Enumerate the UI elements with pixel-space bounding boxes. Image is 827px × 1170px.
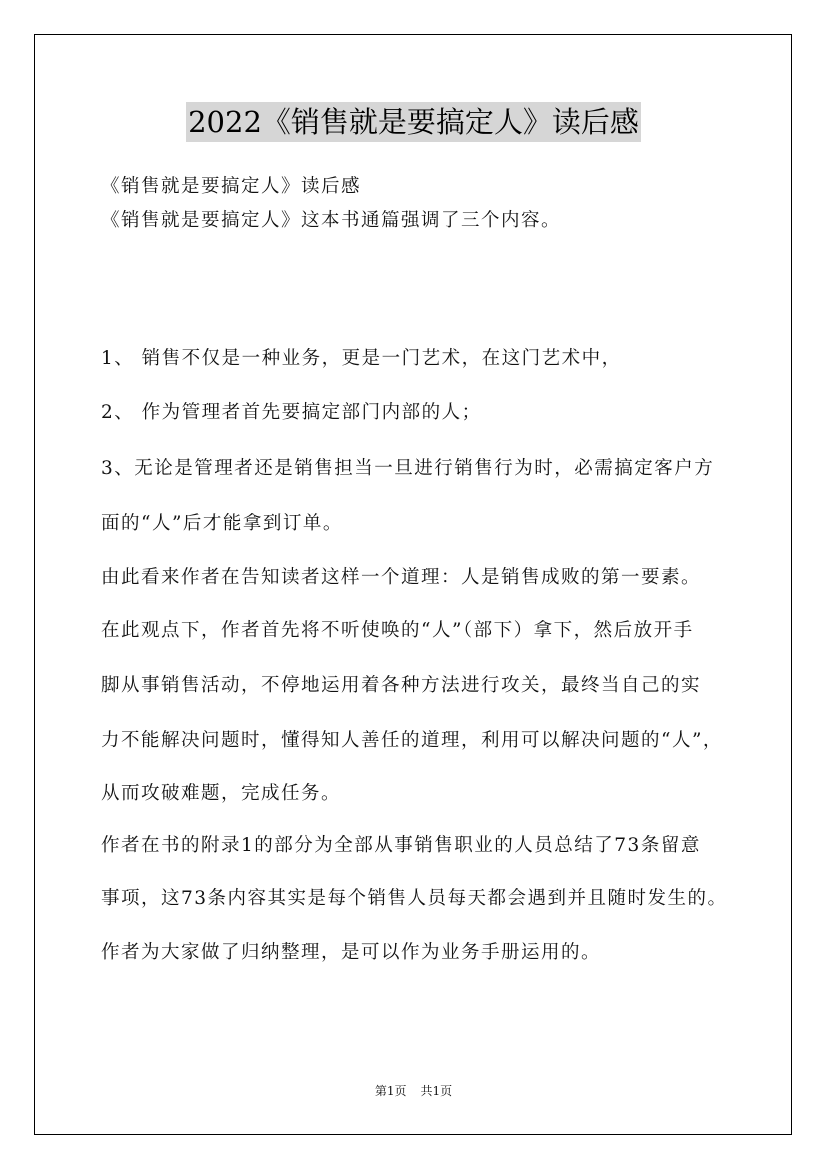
paragraph-line: 力不能解决问题时，懂得知人善任的道理，利用可以解决问题的“人”， xyxy=(101,730,723,751)
paragraph-line: 2、 作为管理者首先要搞定部门内部的人； xyxy=(101,402,482,423)
document-title: 2022《销售就是要搞定人》读后感 xyxy=(186,102,641,142)
paragraph-line: 《销售就是要搞定人》这本书通篇强调了三个内容。 xyxy=(101,210,562,231)
page-number: 第1页 xyxy=(374,1084,407,1098)
page-total: 共1页 xyxy=(420,1084,453,1098)
paragraph-line: 从而攻破难题，完成任务。 xyxy=(101,783,342,804)
paragraph-line: 作者为大家做了归纳整理，是可以作为业务手册运用的。 xyxy=(101,942,602,963)
paragraph-line: 面的“人”后才能拿到订单。 xyxy=(101,513,343,534)
paragraph-line: 脚从事销售活动，不停地运用着各种方法进行攻关，最终当自己的实 xyxy=(101,675,702,696)
page-footer xyxy=(0,1083,827,1099)
paragraph-line: 3、无论是管理者还是销售担当一旦进行销售行为时，必需搞定客户方 xyxy=(101,458,715,479)
paragraph-line: 由此看来作者在告知读者这样一个道理：人是销售成败的第一要素。 xyxy=(101,567,702,588)
paragraph-line: 1、 销售不仅是一种业务，更是一门艺术，在这门艺术中， xyxy=(101,348,622,369)
paragraph-line: 《销售就是要搞定人》读后感 xyxy=(101,176,362,197)
paragraph-line: 作者在书的附录1的部分为全部从事销售职业的人员总结了73条留意 xyxy=(101,835,701,856)
paragraph-line: 事项，这73条内容其实是每个销售人员每天都会遇到并且随时发生的。 xyxy=(101,888,728,909)
paragraph-line: 在此观点下，作者首先将不听使唤的“人”（部下）拿下，然后放开手 xyxy=(101,620,694,641)
title-container xyxy=(0,102,827,142)
